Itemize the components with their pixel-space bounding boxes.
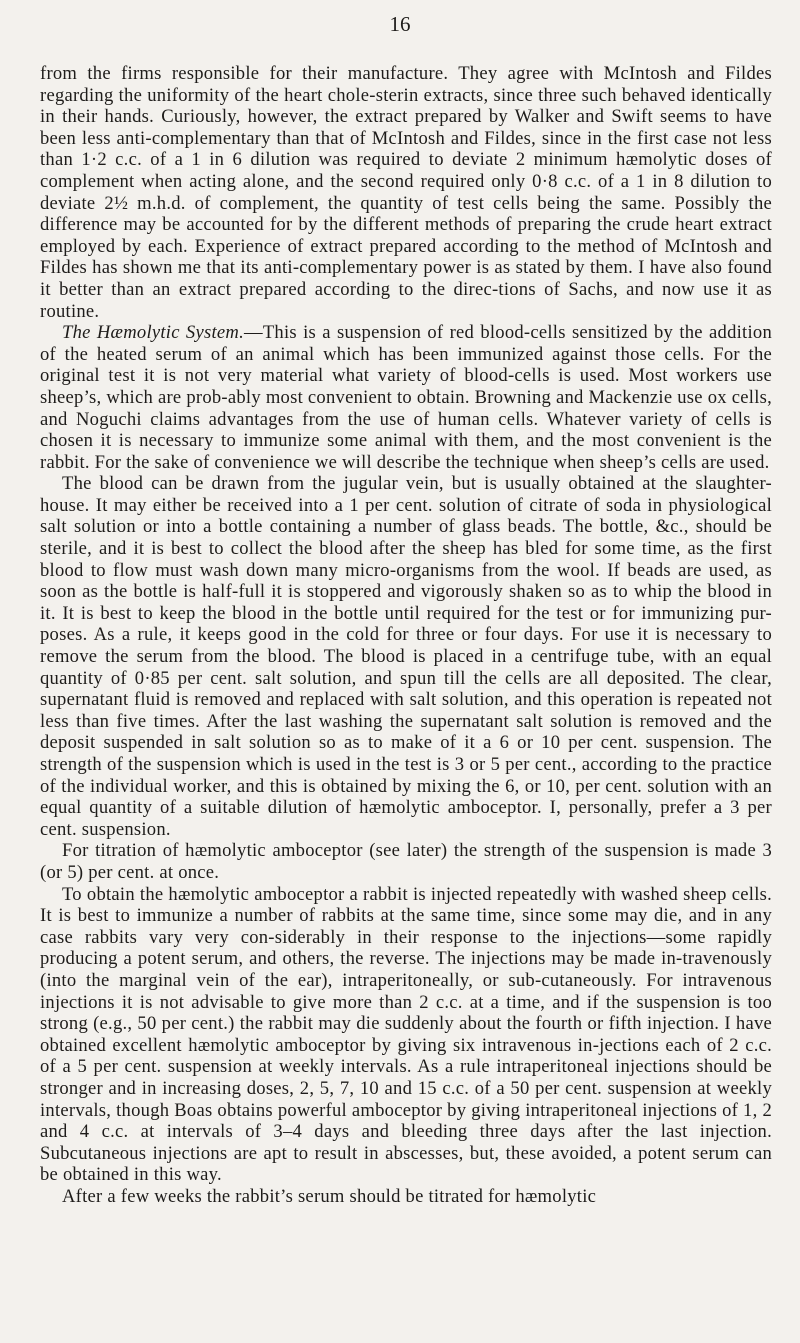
paragraph-6-text: After a few weeks the rabbit’s serum should be titrated for hæmolytic xyxy=(62,1185,597,1207)
paragraph-1-text: from the firms responsible for their manufacture. They agree with McIntosh and Fildes regarding the uniformity of the heart chole-sterin extracts, since three such behaved identically in their hands. Curiously, however, the extract prepared by Walker and Swift seems to have been less anti-complementary than that of McIntosh and Fildes, since in the first case not less than 1·2 c.c. of a 1 in 6 dilution was required to deviate 2 minimum hæmolytic doses of complement when acting alone, and the second required only 0·8 c.c. of a 1 in 8 dilution to deviate 2½ m.h.d. of complement, the quantity of test cells being the same. Possibly the difference may be accounted for by the different methods of preparing the crude heart extract employed by each. Experience of extract prepared according to the method of McIntosh and Fildes has shown me that its anti-complementary power is as stated by them. I have also found it better than an extract prepared according to the direc-tions of Sachs, and now use it as routine. xyxy=(40,63,772,322)
page-number: 16 xyxy=(389,12,411,36)
paragraph-2 xyxy=(40,322,772,473)
paragraph-4 xyxy=(40,840,772,883)
paragraph-5 xyxy=(40,884,772,1186)
paragraph-1 xyxy=(40,63,772,322)
paragraph-2-text: —This is a suspension of red blood-cells sensitized by the addition of the heated serum of an animal which has been immunized against those cells. For the original test it is not very material what variety of blood-cells is used. Most workers use sheep’s, which are prob-ably most convenient to obtain. Browning and Mackenzie use ox cells, and Noguchi claims advantages from the use of human cells. Whatever variety of cells is chosen it is necessary to immunize some animal with them, and the most convenient is the rabbit. For the sake of convenience we will describe the technique when sheep’s cells are used. xyxy=(40,322,772,473)
paragraph-3-text: The blood can be drawn from the jugular vein, but is usually obtained at the slaughter-house. It may either be received into a 1 per cent. solution of citrate of soda in physiological salt solution or into a bottle containing a number of glass beads. The bottle, &c., should be sterile, and it is best to collect the blood after the sheep has bled for some time, as the first blood to flow must wash down many micro-organisms from the wool. If beads are used, as soon as the bottle is half-full it is stoppered and vigorously shaken so as to whip the blood in it. It is best to keep the blood in the bottle until required for the test or for immunizing pur-poses. As a rule, it keeps good in the cold for three or four days. For use it is necessary to remove the serum from the blood. The blood is placed in a centrifuge tube, with an equal quantity of 0·85 per cent. salt solution, and spun till the cells are all deposited. The clear, supernatant fluid is removed and replaced with salt solution, and this operation is repeated not less than five times. After the last washing the supernatant salt solution is removed and the deposit suspended in salt solution so as to make of it a 6 or 10 per cent. suspension. The strength of the suspension which is used in the test is 3 or 5 per cent., according to the practice of the individual worker, and this is obtained by mixing the 6, or 10, per cent. solution with an equal quantity of a suitable dilution of hæmolytic amboceptor. I, personally, prefer a 3 per cent. suspension. xyxy=(40,473,772,840)
paragraph-5-text: To obtain the hæmolytic amboceptor a rabbit is injected repeatedly with washed sheep cells. It is best to immunize a number of rabbits at the same time, since some may die, and in any case rabbits vary very con-siderably in their response to the injections—some rapidly producing a potent serum, and others, the reverse. The injections may be made in-travenously (into the marginal vein of the ear), intraperitoneally, or sub-cutaneously. For intravenous injections it is not advisable to give more than 2 c.c. at a time, and if the suspension is too strong (e.g., 50 per cent.) the rabbit may die suddenly about the fourth or fifth injection. I have obtained excellent hæmolytic amboceptor by giving six intravenous in-jections each of 2 c.c. of a 5 per cent. suspension at weekly intervals. As a rule intraperitoneal injections should be stronger and in increasing doses, 2, 5, 7, 10 and 15 c.c. of a 50 per cent. suspension at weekly intervals, though Boas obtains powerful amboceptor by giving intraperitoneal injections of 1, 2 and 4 c.c. at intervals of 3–4 days and bleeding three days after the last injection. Subcutaneous injections are apt to result in abscesses, but, these avoided, a potent serum can be obtained in this way. xyxy=(40,883,772,1186)
body-text xyxy=(40,63,772,1207)
paragraph-4-text: For titration of hæmolytic amboceptor (see later) the strength of the suspension is made 3 (or 5) per cent. at once. xyxy=(40,840,772,883)
section-heading-haemolytic-system: The Hæmolytic System. xyxy=(62,322,244,344)
paragraph-6 xyxy=(40,1186,772,1208)
paragraph-3 xyxy=(40,473,772,840)
